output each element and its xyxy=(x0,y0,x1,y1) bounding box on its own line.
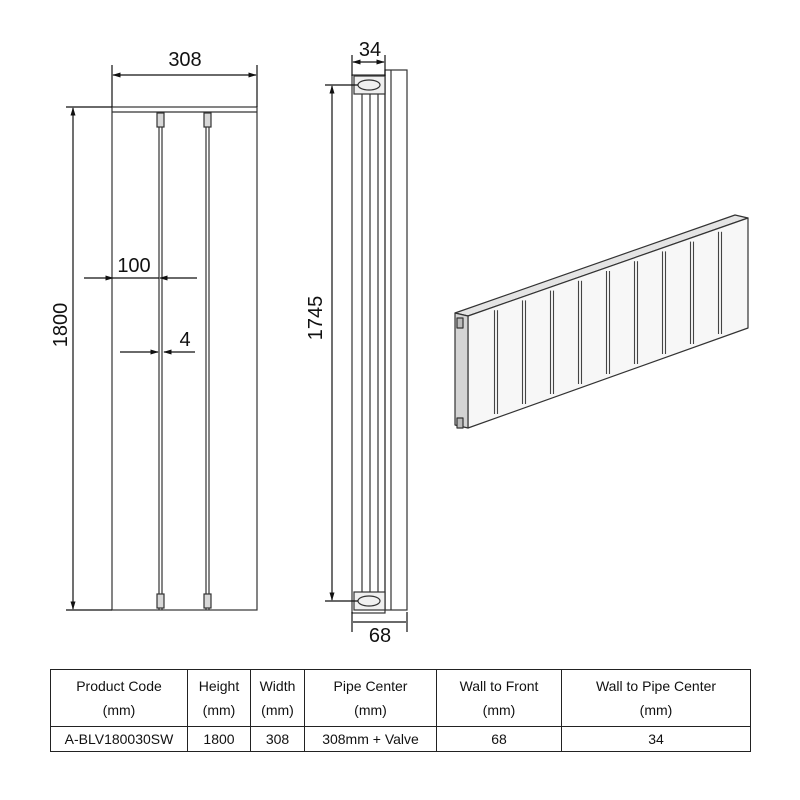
table-row xyxy=(51,727,751,752)
side-dimensions xyxy=(325,55,407,632)
cell-width: 308 xyxy=(251,727,305,752)
header-wall-to-pipe-center: Wall to Pipe Center (mm) xyxy=(562,670,751,727)
bracket-bottom xyxy=(457,418,463,428)
overall-height-label: 1800 xyxy=(50,302,72,348)
wall-bracket-outline xyxy=(352,75,385,613)
cell-wall-to-pipe-center: 34 xyxy=(562,727,751,752)
bracket-top xyxy=(457,318,463,328)
pipe-center-height-label: 1745 xyxy=(305,295,327,341)
radiator-side-outline xyxy=(385,70,407,610)
wall-to-front-label: 68 xyxy=(368,625,392,647)
spec-table xyxy=(50,669,751,752)
radiator-end-face xyxy=(455,313,468,428)
radiator-front-outline xyxy=(112,107,257,610)
cell-height: 1800 xyxy=(188,727,251,752)
panel-width-label: 100 xyxy=(117,255,151,277)
panel-bottom-clip xyxy=(157,594,164,608)
panel-bottom-clip xyxy=(204,594,211,608)
header-wall-to-front: Wall to Front (mm) xyxy=(437,670,562,727)
header-width: Width (mm) xyxy=(251,670,305,727)
side-view xyxy=(352,70,407,613)
cell-wall-to-front: 68 xyxy=(437,727,562,752)
panel-top-clip xyxy=(204,113,211,127)
cell-product-code: A-BLV180030SW xyxy=(51,727,188,752)
wall-to-pipe-center-label: 34 xyxy=(358,39,382,61)
radiator-front-face xyxy=(468,218,748,428)
front-view xyxy=(112,107,257,610)
panel-gap-label: 4 xyxy=(179,329,191,351)
cell-pipe-center: 308mm + Valve xyxy=(305,727,437,752)
header-height: Height (mm) xyxy=(188,670,251,727)
panel-top-clip xyxy=(157,113,164,127)
table-header-row xyxy=(51,670,751,727)
isometric-view xyxy=(455,215,748,428)
header-product-code: Product Code (mm) xyxy=(51,670,188,727)
overall-width-label: 308 xyxy=(168,49,202,71)
header-pipe-center: Pipe Center (mm) xyxy=(305,670,437,727)
